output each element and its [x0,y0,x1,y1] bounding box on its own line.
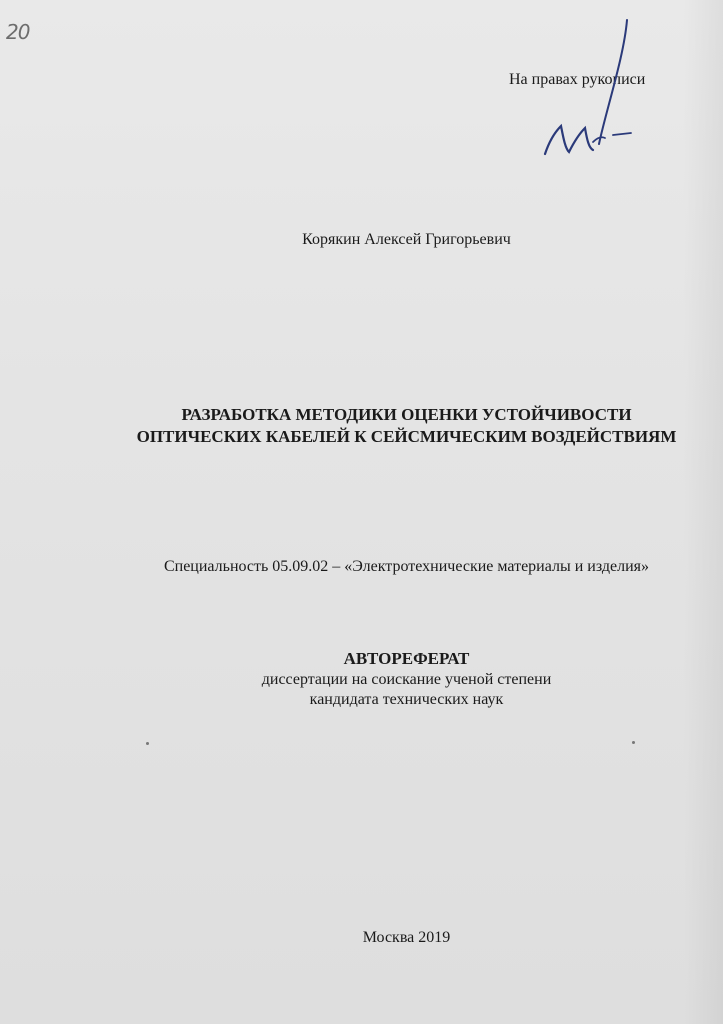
abstract-line-1: диссертации на соискание ученой степени [261,671,552,688]
handwritten-page-number: 20 [6,20,30,44]
abstract-line-2: кандидата технических наук [309,691,504,708]
signature-icon [535,14,645,174]
title-line-1: РАЗРАБОТКА МЕТОДИКИ ОЦЕНКИ УСТОЙЧИВОСТИ [181,405,632,424]
author-name: Корякин Алексей Григорьевич [302,231,511,248]
paper-speck [632,741,635,744]
abstract-block [0,648,723,710]
manuscript-rights-note: На правах рукописи [509,71,646,88]
city-year: Москва 2019 [362,929,451,946]
abstract-heading: АВТОРЕФЕРАТ [343,649,470,668]
paper-speck [146,742,149,745]
dissertation-title [0,404,723,448]
title-line-2: ОПТИЧЕСКИХ КАБЕЛЕЙ К СЕЙСМИЧЕСКИМ ВОЗДЕЙСТВИЯМ [136,427,677,446]
specialty-line: Специальность 05.09.02 – «Электротехнические материалы и изделия» [163,558,650,575]
